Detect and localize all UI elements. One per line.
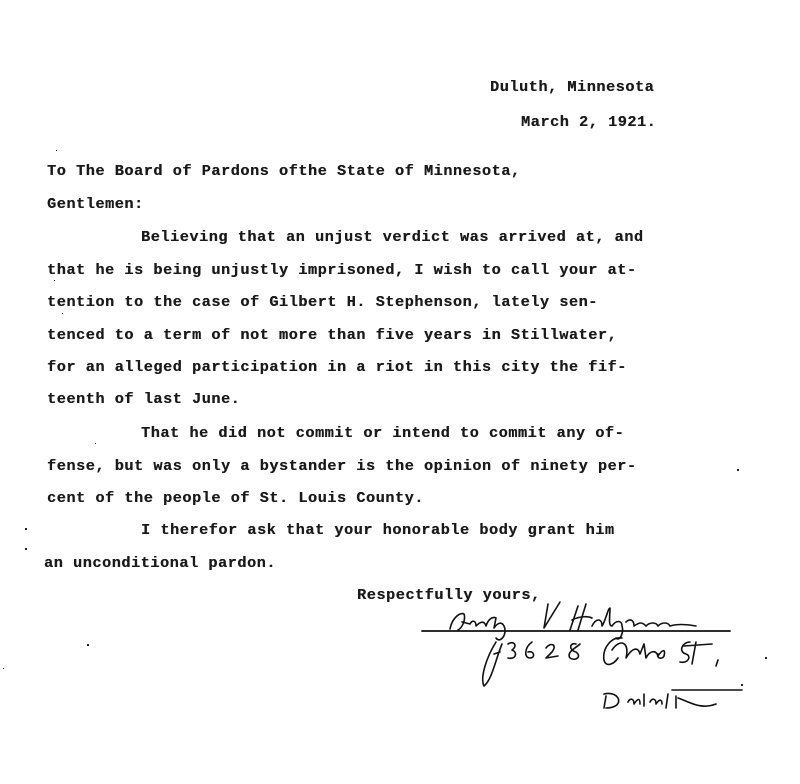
letter-salutation: Gentlemen: xyxy=(47,195,144,213)
paragraph-line: cent of the people of St. Louis County. xyxy=(47,489,424,507)
scan-speck xyxy=(765,657,767,659)
paragraph-line: tenced to a term of not more than five years in Stillwater, xyxy=(47,326,618,344)
handwritten-signature xyxy=(400,598,780,718)
paragraph-line: tention to the case of Gilbert H. Stephenson, lately sen- xyxy=(47,293,598,311)
scan-speck xyxy=(56,150,57,151)
paragraph-line: for an alleged participation in a riot in this city the fif- xyxy=(47,358,627,376)
paragraph-line: teenth of last June. xyxy=(47,390,241,408)
paragraph-line: Believing that an unjust verdict was arrived at, and xyxy=(141,228,644,246)
scan-speck xyxy=(25,548,27,550)
scan-speck xyxy=(737,469,739,471)
paragraph-line: an unconditional pardon. xyxy=(44,554,276,572)
paragraph-line: fense, but was only a bystander is the opinion of ninety per- xyxy=(47,457,637,475)
letter-date: March 2, 1921. xyxy=(521,113,657,131)
scan-speck xyxy=(3,668,4,669)
letter-place: Duluth, Minnesota xyxy=(490,78,655,96)
scan-speck xyxy=(54,280,55,281)
scan-speck xyxy=(62,313,63,314)
scan-speck xyxy=(87,644,89,646)
letter-closing: Respectfully yours, xyxy=(357,586,541,604)
paragraph-line: That he did not commit or intend to commit any of- xyxy=(141,424,625,442)
scan-speck xyxy=(95,443,96,444)
letter-addressee: To The Board of Pardons ofthe State of Minnesota, xyxy=(47,162,521,180)
paragraph-line: that he is being unjustly imprisoned, I wish to call your at- xyxy=(47,261,637,279)
scan-speck xyxy=(741,684,743,686)
scan-speck xyxy=(25,528,27,530)
paragraph-line: I therefor ask that your honorable body grant him xyxy=(141,521,615,539)
